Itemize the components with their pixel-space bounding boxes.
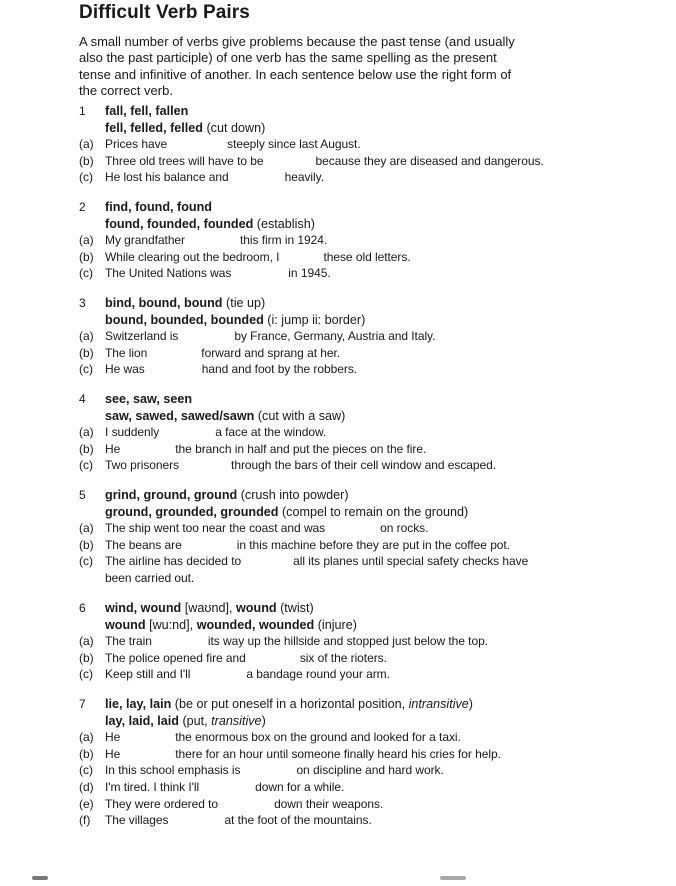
exercise-7 [0, 696, 676, 829]
sentence: (b) The police opened fire and six of the rioters. [79, 650, 387, 665]
exercise-number: 6 [79, 601, 86, 615]
exercise-4 [0, 391, 676, 474]
sentence: (b) He the branch in half and put the pieces on the fire. [79, 441, 427, 456]
sentence: (a) He the enormous box on the ground and looked for a taxi. [79, 730, 461, 745]
sentence: (c) Two prisoners through the bars of their cell window and escaped. [79, 458, 497, 473]
scan-smudge-mark [32, 876, 48, 880]
sentence: (c) The airline has decided to all its planes until special safety checks have [79, 554, 529, 569]
verb-forms-primary: find, found, found [105, 200, 213, 214]
verb-forms-primary: grind, ground, ground (crush into powder) [105, 488, 349, 502]
verb-forms-secondary: wound [wu:nd], wounded, wounded (injure) [105, 617, 357, 632]
sentence: (b) Three old trees will have to be because they are diseased and dangerous. [79, 153, 544, 168]
sentence: (c) The United Nations was in 1945. [79, 266, 331, 281]
exercise-3 [0, 295, 676, 378]
exercise-6 [0, 600, 676, 683]
exercise-2 [0, 199, 676, 282]
page-title: Difficult Verb Pairs [79, 2, 250, 23]
verb-forms-primary: fall, fell, fallen [105, 104, 189, 118]
sentence: (a) My grandfather this firm in 1924. [79, 233, 328, 248]
sentence-continuation: been carried out. [105, 570, 195, 585]
verb-forms-primary: lie, lay, lain (be or put oneself in a horizontal position, intransitive) [105, 697, 473, 711]
sentence: (b) While clearing out the bedroom, I these old letters. [79, 249, 411, 264]
sentence: (c) Keep still and I'll a bandage round your arm. [79, 667, 390, 682]
intro-line: also the past participle) of one verb has the same spelling as the present [79, 50, 497, 66]
exercise-number: 7 [79, 697, 86, 711]
verb-forms-secondary: saw, sawed, sawed/sawn (cut with a saw) [105, 408, 346, 423]
sentence: (a) I suddenly a face at the window. [79, 425, 327, 440]
sentence: (e) They were ordered to down their weapons. [79, 796, 384, 811]
verb-forms-primary: see, saw, seen [105, 392, 193, 406]
sentence: (c) In this school emphasis is on discipline and hard work. [79, 763, 444, 778]
sentence: (c) He was hand and foot by the robbers. [79, 362, 358, 377]
sentence: (f) The villages at the foot of the mountains. [79, 813, 372, 828]
exercise-number: 1 [79, 104, 86, 118]
sentence: (a) Switzerland is by France, Germany, Austria and Italy. [79, 329, 436, 344]
verb-forms-primary: bind, bound, bound (tie up) [105, 296, 266, 310]
verb-forms-secondary: ground, grounded, grounded (compel to remain on the ground) [105, 504, 469, 519]
scan-smudge-mark [440, 876, 466, 880]
exercise-5 [0, 487, 676, 587]
exercise-number: 4 [79, 392, 86, 406]
exercise-1 [0, 103, 676, 186]
intro-line: the correct verb. [79, 82, 173, 98]
sentence: (a) The train its way up the hillside and stopped just below the top. [79, 634, 489, 649]
sentence: (d) I'm tired. I think I'll down for a while. [79, 779, 345, 794]
verb-forms-secondary: lay, laid, laid (put, transitive) [105, 713, 266, 728]
sentence: (a) Prices have steeply since last August. [79, 137, 361, 152]
verb-forms-primary: wind, wound [waʊnd], wound (twist) [105, 601, 314, 615]
intro-line: A small number of verbs give problems because the past tense (and usually [79, 34, 515, 49]
exercise-number: 3 [79, 296, 86, 310]
sentence: (b) The lion forward and sprang at her. [79, 345, 341, 360]
verb-forms-secondary: found, founded, founded (establish) [105, 216, 315, 231]
intro-line: tense and infinitive of another. In each sentence below use the right form of [79, 66, 512, 82]
verb-forms-secondary: bound, bounded, bounded (i: jump ii: border) [105, 312, 366, 327]
exercise-number: 5 [79, 488, 86, 502]
sentence: (c) He lost his balance and heavily. [79, 170, 325, 185]
verb-forms-secondary: fell, felled, felled (cut down) [105, 120, 266, 135]
sentence: (b) The beans are in this machine before they are put in the coffee pot. [79, 537, 511, 552]
exercise-number: 2 [79, 200, 86, 214]
sentence: (a) The ship went too near the coast and was on rocks. [79, 521, 429, 536]
sentence: (b) He there for an hour until someone finally heard his cries for help. [79, 746, 501, 761]
intro-paragraph [79, 34, 569, 99]
